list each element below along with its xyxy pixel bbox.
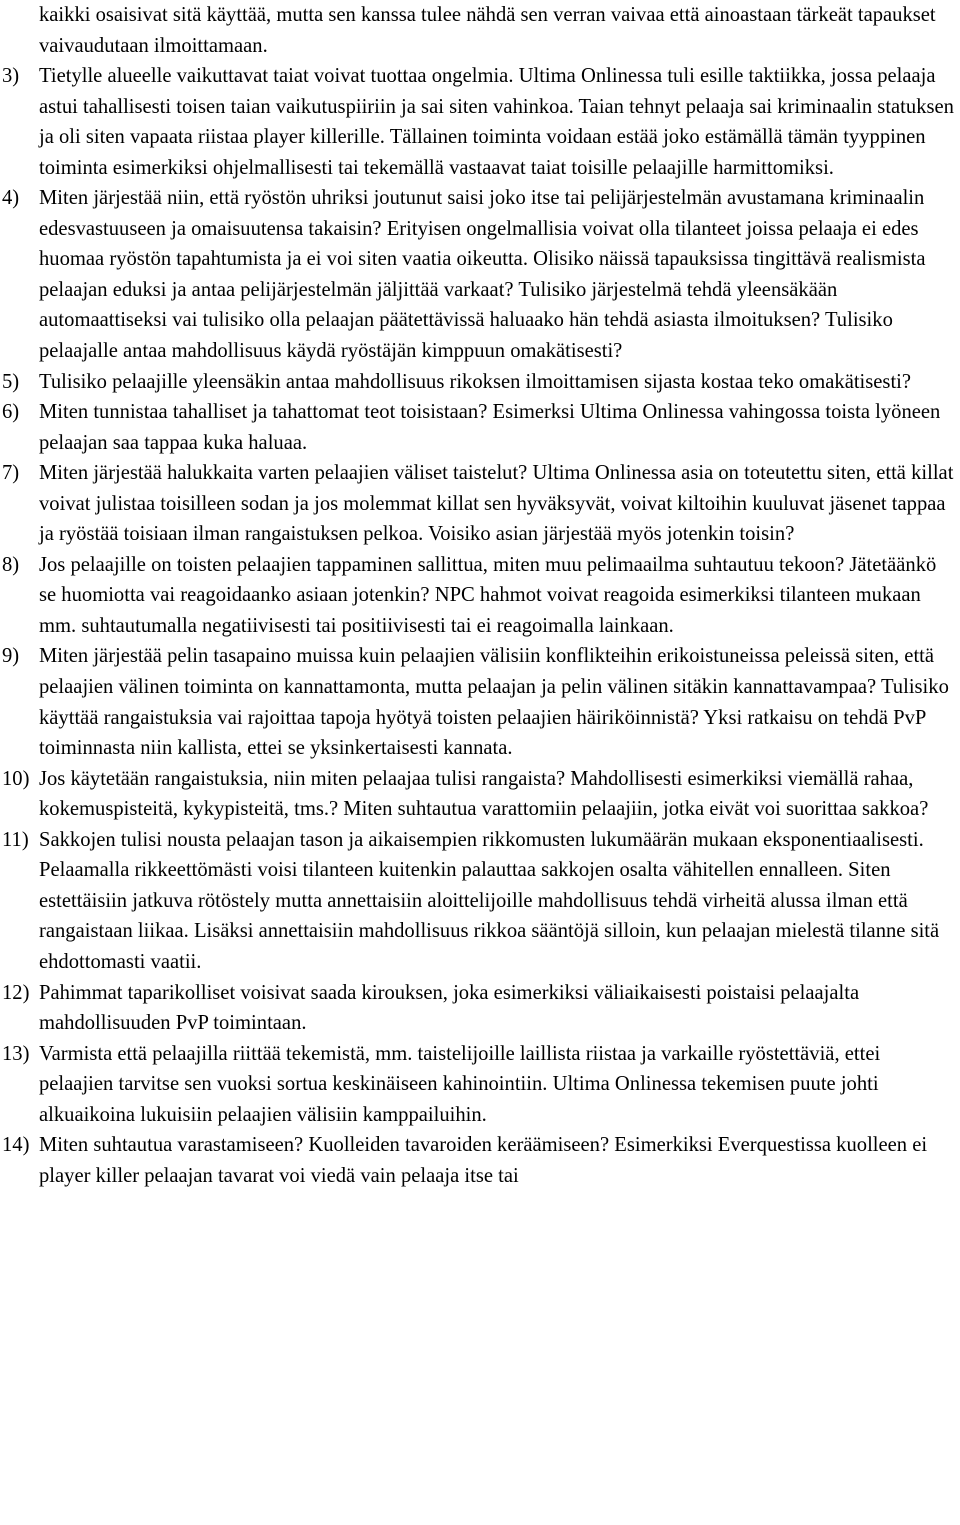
list-item <box>0 825 960 978</box>
list-item <box>0 61 960 183</box>
list-item <box>0 397 960 458</box>
item-number: 5) <box>2 370 20 393</box>
item-text: Jos pelaajille on toisten pelaajien tappaminen sallittua, miten muu pelimaailma suhtautuu tekoon? Jätetäänkö se huomiotta vai reagoidaanko asiaan jotenkin? NPC hahmot voivat reagoida esimerkiksi tilanteen mukaan mm. suhtautumalla negatiivisesti tai positiivisesti tai ei reagoimalla lainkaan. <box>39 553 937 637</box>
item-text: Tietylle alueelle vaikuttavat taiat voivat tuottaa ongelmia. Ultima Onlinessa tuli esille taktiikka, jossa pelaaja astui tahallisesti toisen taian vaikutuspiiriin ja sai siten vahinkoa. Taian tehnyt pelaaja sai kriminaalin statuksen ja oli siten vapaata riistaa player killerille. Tällainen toiminta voidaan estää joko estämällä tämän tyyppinen toiminta esimerkiksi ohjelmallisesti tai tekemällä vastaavat taiat toisille pelaajille harmittomiksi. <box>39 65 954 179</box>
item-number: 4) <box>2 187 20 210</box>
item-text: Miten järjestää niin, että ryöstön uhriksi joutunut saisi joko itse tai pelijärjestelmän avustamana kriminaalin edesvastuuseen ja omaisuutensa takaisin? Erityisen ongelmallisia voivat olla tilanteet joissa pelaaja ei edes huomaa ryöstön tapahtumista ja ei voi siten vaatia oikeutta. Olisiko näissä tapauksissa tingittävä realismista pelaajan eduksi ja antaa pelijärjestelmän jäljittää varkaat? Tulisiko järjestelmä tehdä yleensäkään automaattiseksi vai tulisiko olla pelaajan päätettävissä haluaako hän tehdä asiasta ilmoituksen? Tulisiko pelaajalle antaa mahdollisuus käydä ryöstäjän kimppuun omakätisesti? <box>39 187 926 363</box>
list-item <box>0 550 960 642</box>
item-text: Miten järjestää halukkaita varten pelaajien väliset taistelut? Ultima Onlinessa asia on toteutettu siten, että killat voivat julistaa toisilleen sodan ja jos molemmat killat sen hyväksyvät, voivat kiltoihin kuuluvat jäsenet tappaa ja ryöstää toisiaan ilman rangaistuksen pelkoa. Voisiko asian järjestää myös jotenkin toisin? <box>39 462 954 546</box>
item-number: 13) <box>2 1042 30 1065</box>
item-text: Sakkojen tulisi nousta pelaajan tason ja aikaisempien rikkomusten lukumäärän mukaan eksponentiaalisesti. Pelaamalla rikkeettömästi voisi tilanteen kuitenkin palauttaa sakkojen osalta vähitellen ennalleen. Siten estettäisiin jatkuva rötöstely mutta annettaisiin aloittelijoille mahdollisuus tehdä virheitä alussa ilman että rangaistaan liikaa. Lisäksi annettaisiin mahdollisuus rikkoa sääntöjä silloin, kun pelaajan mielestä tilanne sitä ehdottomasti vaatii. <box>39 828 940 973</box>
item-text: Miten suhtautua varastamiseen? Kuolleiden tavaroiden keräämiseen? Esimerkiksi Everquestissa kuolleen ei player killer pelaajan tavarat voi viedä vain pelaaja itse tai <box>39 1134 928 1187</box>
list-item <box>0 1130 960 1191</box>
item-number: 8) <box>2 553 20 576</box>
list-item <box>0 764 960 825</box>
item-number: 11) <box>2 828 29 851</box>
list-item <box>0 978 960 1039</box>
list-item <box>0 641 960 763</box>
item-number: 9) <box>2 645 20 668</box>
intro-paragraph: kaikki osaisivat sitä käyttää, mutta sen kanssa tulee nähdä sen verran vaivaa että ainoastaan tärkeät tapaukset vaivaudutaan ilmoittamaan. <box>39 4 936 57</box>
list-item <box>0 458 960 550</box>
item-number: 7) <box>2 462 20 485</box>
item-text: Miten järjestää pelin tasapaino muissa kuin pelaajien välisiin konflikteihin erikoistuneissa peleissä siten, että pelaajien välinen toiminta on kannattamonta, mutta pelaajan ja pelin välinen sitäkin kannattavampaa? Tulisiko käyttää rangaistuksia vai rajoittaa tapoja hyötyä toisten pelaajien häiriköinnistä? Yksi ratkaisu on tehdä PvP toiminnasta niin kallista, ettei se yksinkertaisesti kannata. <box>39 645 949 760</box>
list-item <box>0 367 960 398</box>
item-text: Miten tunnistaa tahalliset ja tahattomat teot toisistaan? Esimerksi Ultima Onlinessa vahingossa toista lyöneen pelaajan saa tappaa kuka haluaa. <box>39 401 941 454</box>
item-text: Pahimmat taparikolliset voisivat saada kirouksen, joka esimerkiksi väliaikaisesti poistaisi pelaajalta mahdollisuuden PvP toimintaan. <box>39 981 860 1035</box>
item-number: 10) <box>2 767 30 790</box>
item-number: 6) <box>2 401 20 424</box>
item-number: 14) <box>2 1134 30 1157</box>
item-text: Varmista että pelaajilla riittää tekemistä, mm. taistelijoille laillista riistaa ja varkaille ryöstettäviä, ettei pelaajien tarvitse sen vuoksi sortua keskinäiseen kahinointiin. Ultima Onlinessa tekemisen puute johti alkuaikoina lukuisiin pelaajien välisiin kamppailuihin. <box>39 1042 881 1126</box>
item-text: Tulisiko pelaajille yleensäkin antaa mahdollisuus rikoksen ilmoittamisen sijasta kostaa teko omakätisesti? <box>39 370 912 393</box>
list-item <box>0 1039 960 1131</box>
numbered-list <box>0 61 960 1191</box>
item-text: Jos käytetään rangaistuksia, niin miten pelaajaa tulisi rangaista? Mahdollisesti esimerkiksi viemällä rahaa, kokemuspisteitä, kykypisteitä, tms.? Miten suhtautua varattomiin pelaajiin, jotka eivät voi suorittaa sakkoa? <box>39 767 929 821</box>
item-number: 12) <box>2 981 30 1004</box>
item-number: 3) <box>2 65 20 88</box>
list-item <box>0 183 960 366</box>
